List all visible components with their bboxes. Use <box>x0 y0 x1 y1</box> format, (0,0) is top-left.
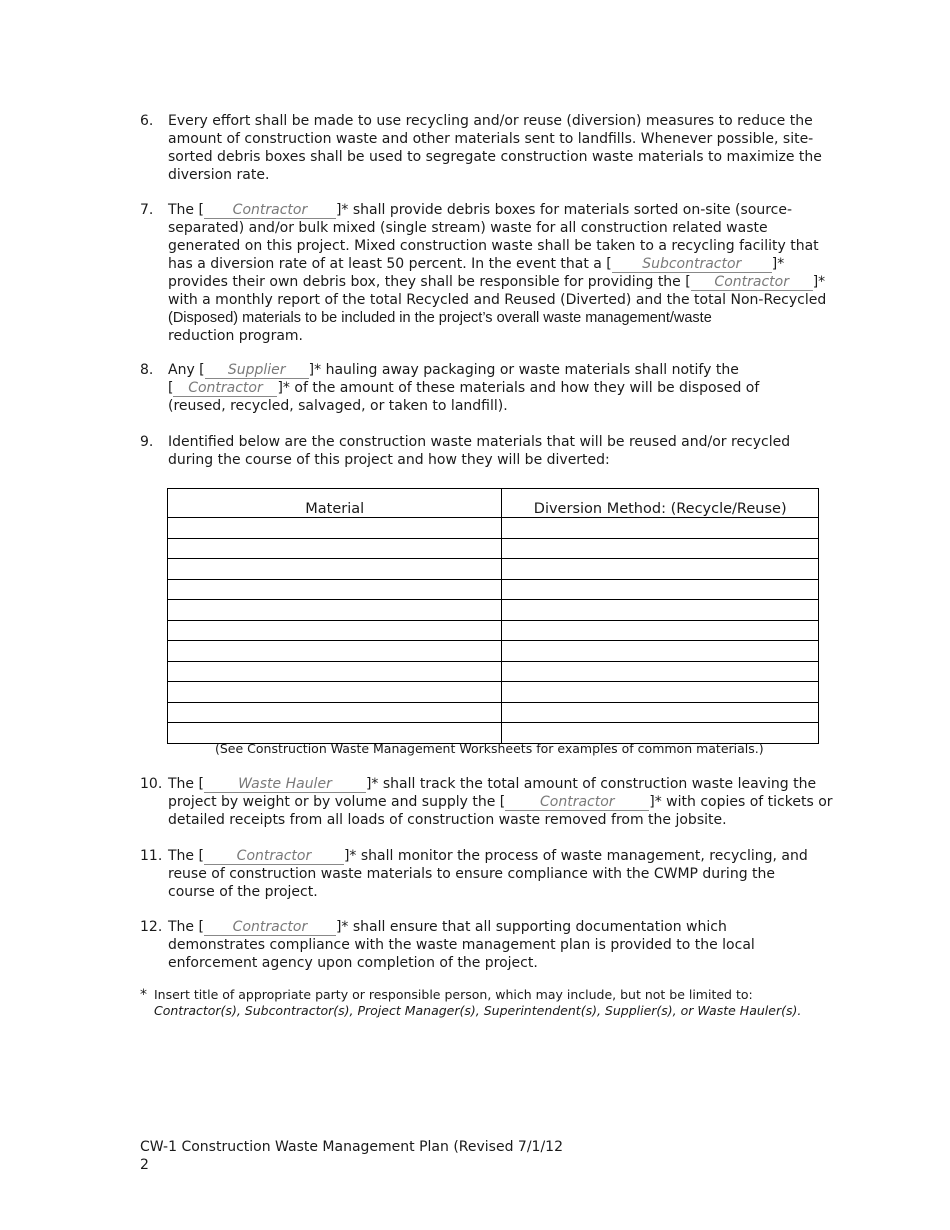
item-text <box>168 361 820 415</box>
text-line: reduction program. <box>168 328 303 344</box>
diversion-method-cell[interactable] <box>502 641 819 662</box>
material-cell[interactable] <box>168 641 502 662</box>
text-line: reuse of construction waste materials to ensure compliance with the CWMP during the <box>168 866 776 882</box>
party-field[interactable]: Contractor <box>691 274 813 291</box>
text-line: detailed receipts from all loads of construction waste removed from the jobsite. <box>168 812 727 828</box>
party-field[interactable]: Contractor <box>204 919 336 936</box>
text-line: The [ Contractor ]* shall monitor the process of waste management, recycling, and <box>168 848 808 864</box>
item-number: 7. <box>140 202 154 218</box>
party-field[interactable]: Contractor <box>173 380 277 397</box>
page-number: 2 <box>140 1157 149 1173</box>
diversion-method-cell[interactable] <box>502 702 819 723</box>
text-line: [ Contractor ]* of the amount of these materials and how they will be disposed of <box>168 380 760 396</box>
material-cell[interactable] <box>168 559 502 580</box>
party-field[interactable]: Contractor <box>204 202 336 219</box>
diversion-method-cell[interactable] <box>502 559 819 580</box>
party-field[interactable]: Subcontractor <box>612 256 772 273</box>
diversion-method-cell[interactable] <box>502 600 819 621</box>
diversion-method-cell[interactable] <box>502 620 819 641</box>
material-cell[interactable] <box>168 723 502 744</box>
table-row <box>168 702 819 723</box>
diversion-method-cell[interactable] <box>502 723 819 744</box>
text-line: Any [ Supplier ]* hauling away packaging or waste materials shall notify the <box>168 362 739 378</box>
text-line: (Disposed) materials to be included in the project’s overall waste management/waste <box>168 310 712 326</box>
text-line: Identified below are the construction waste materials that will be reused and/or recycled <box>168 434 791 450</box>
party-field[interactable]: Contractor <box>505 794 649 811</box>
item-number: 10. <box>140 776 163 792</box>
table-body <box>168 518 819 744</box>
materials-table <box>167 488 819 744</box>
item-text <box>168 918 820 972</box>
footnote-line: Insert title of appropriate party or responsible person, which may include, but not be limited to: <box>154 987 753 1002</box>
text-line: (reused, recycled, salvaged, or taken to landfill). <box>168 398 508 414</box>
table-row <box>168 723 819 744</box>
item-number: 11. <box>140 848 163 864</box>
table-row <box>168 661 819 682</box>
footer-title: CW-1 Construction Waste Management Plan (Revised 7/1/12 <box>140 1139 563 1155</box>
table-row <box>168 579 819 600</box>
text-line: demonstrates compliance with the waste management plan is provided to the local <box>168 937 755 953</box>
text-line: separated) and/or bulk mixed (single stream) waste for all construction related waste <box>168 220 768 236</box>
table-row <box>168 518 819 539</box>
table-header-row <box>168 489 819 518</box>
material-cell[interactable] <box>168 538 502 559</box>
item-number: 8. <box>140 362 154 378</box>
text-line: The [ Waste Hauler ]* shall track the total amount of construction waste leaving the <box>168 776 817 792</box>
table-note: (See Construction Waste Management Worksheets for examples of common materials.) <box>215 741 764 756</box>
text-line: has a diversion rate of at least 50 percent. In the event that a [ Subcontractor ]* <box>168 256 785 272</box>
text-line: The [ Contractor ]* shall ensure that all supporting documentation which <box>168 919 727 935</box>
footnote-line: Contractor(s), Subcontractor(s), Project Manager(s), Superintendent(s), Supplier(s), or Waste Hauler(s). <box>154 1003 802 1018</box>
page-footer <box>140 1138 563 1174</box>
diversion-method-cell[interactable] <box>502 682 819 703</box>
text-line: sorted debris boxes shall be used to segregate construction waste materials to maximize the <box>168 149 822 165</box>
item-text <box>168 775 833 829</box>
diversion-method-cell[interactable] <box>502 579 819 600</box>
item-text <box>168 433 820 469</box>
material-cell[interactable] <box>168 702 502 723</box>
item-number: 9. <box>140 434 154 450</box>
text-line: with a monthly report of the total Recycled and Reused (Diverted) and the total Non-Recycled <box>168 292 827 308</box>
table-row <box>168 538 819 559</box>
table-row <box>168 559 819 580</box>
party-field[interactable]: Waste Hauler <box>204 776 366 793</box>
text-line: enforcement agency upon completion of the project. <box>168 955 538 971</box>
text-line: course of the project. <box>168 884 318 900</box>
item-text <box>168 201 827 345</box>
column-header-diversion-method: Diversion Method: (Recycle/Reuse) <box>502 489 819 518</box>
text-line: amount of construction waste and other materials sent to landfills. Whenever possible, site- <box>168 131 814 147</box>
text-line: provides their own debris box, they shall be responsible for providing the [ Contractor ]* <box>168 274 826 290</box>
text-line: Every effort shall be made to use recycling and/or reuse (diversion) measures to reduce the <box>168 113 813 129</box>
text-line: during the course of this project and how they will be diverted: <box>168 452 610 468</box>
material-cell[interactable] <box>168 682 502 703</box>
material-cell[interactable] <box>168 620 502 641</box>
table-row <box>168 641 819 662</box>
material-cell[interactable] <box>168 518 502 539</box>
item-number: 12. <box>140 919 163 935</box>
text-line: diversion rate. <box>168 167 270 183</box>
party-field[interactable]: Contractor <box>204 848 344 865</box>
party-field[interactable]: Supplier <box>205 362 309 379</box>
footnote-asterisk: * <box>140 987 147 1003</box>
column-header-material: Material <box>168 489 502 518</box>
diversion-method-cell[interactable] <box>502 538 819 559</box>
text-line: project by weight or by volume and supply the [ Contractor ]* with copies of tickets or <box>168 794 833 810</box>
text-line: generated on this project. Mixed construction waste shall be taken to a recycling facility that <box>168 238 819 254</box>
material-cell[interactable] <box>168 579 502 600</box>
material-cell[interactable] <box>168 661 502 682</box>
item-text <box>168 112 820 184</box>
material-cell[interactable] <box>168 600 502 621</box>
table-row <box>168 682 819 703</box>
item-text <box>168 847 820 901</box>
diversion-method-cell[interactable] <box>502 661 819 682</box>
diversion-method-cell[interactable] <box>502 518 819 539</box>
item-number: 6. <box>140 113 154 129</box>
table-row <box>168 600 819 621</box>
text-line: The [ Contractor ]* shall provide debris boxes for materials sorted on-site (source- <box>168 202 793 218</box>
table-row <box>168 620 819 641</box>
